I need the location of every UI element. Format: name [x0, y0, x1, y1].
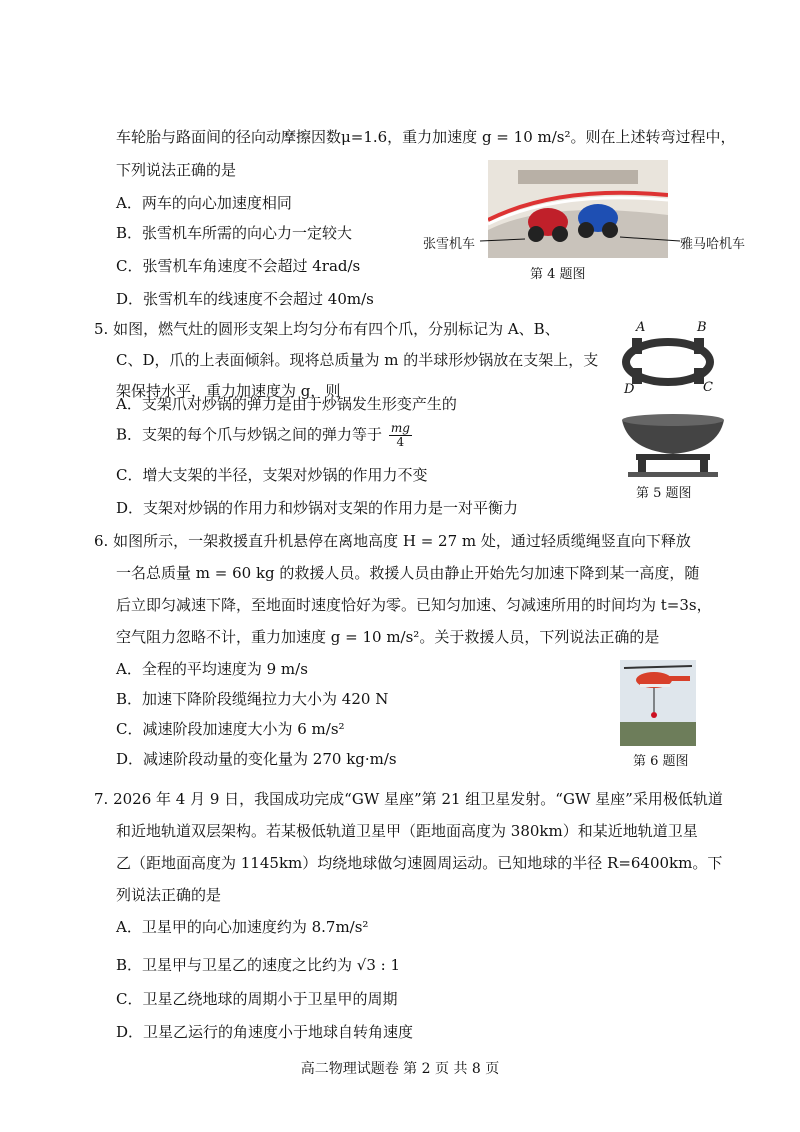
q4-figure-caption: 第 4 题图 [530, 267, 586, 282]
q5-option-a: A．支架爪对炒锅的弹力是由于炒锅发生形变产生的 [116, 395, 457, 413]
fraction-numerator: mg [390, 421, 410, 435]
q4-stem-line1: 车轮胎与路面间的径向动摩擦因数μ=1.6，重力加速度 g = 10 m/s²。则在上述转弯过程中， [116, 128, 736, 146]
q4-stem-line2: 下列说法正确的是 [116, 161, 237, 179]
q5-option-b-text: B．支架的每个爪与炒锅之间的弹力等于 [116, 425, 383, 444]
q5-figure-wok [618, 410, 728, 480]
q5-stem-line1: 5. 如图，燃气灶的圆形支架上均匀分布有四个爪，分别标记为 A、B、 [94, 320, 560, 338]
q5-stem-line2: C、D，爪的上表面倾斜。现将总质量为 m 的半球形炒锅放在支架上，支 [116, 351, 599, 369]
q4-option-d: D．张雪机车的线速度不会超过 40m/s [116, 290, 374, 308]
page-footer: 高二物理试题卷 第 2 页 共 8 页 [300, 1061, 500, 1077]
q6-stem-line2: 一名总质量 m = 60 kg 的救援人员。救援人员由静止开始先匀加速下降到某一高度，随 [116, 564, 700, 582]
q6-option-a: A．全程的平均速度为 9 m/s [116, 660, 308, 678]
q6-option-c: C．减速阶段加速度大小为 6 m/s² [116, 720, 345, 738]
q5-label-a: A [636, 320, 646, 335]
q7-stem-line3: 乙（距地面高度为 1145km）均绕地球做匀速圆周运动。已知地球的半径 R=6400km。下 [116, 854, 723, 872]
q7-stem-line4: 列说法正确的是 [116, 886, 222, 904]
q6-option-b: B．加速下降阶段缆绳拉力大小为 420 N [116, 690, 389, 708]
q5-option-c: C．增大支架的半径，支架对炒锅的作用力不变 [116, 466, 428, 484]
q4-figure-pointer-lines [470, 225, 695, 255]
q6-stem-line3: 后立即匀减速下降，至地面时速度恰好为零。已知匀加速、匀减速所用的时间均为 t=3s， [116, 596, 712, 614]
q4-option-b: B．张雪机车所需的向心力一定较大 [116, 224, 353, 242]
q4-option-a: A．两车的向心加速度相同 [116, 194, 292, 212]
q5-label-b: B [697, 320, 707, 335]
q6-figure-caption: 第 6 题图 [633, 754, 689, 769]
q7-option-a: A．卫星甲的向心加速度约为 8.7m/s² [116, 918, 369, 936]
q5-option-b-fraction [389, 422, 412, 449]
q7-option-d: D．卫星乙运行的角速度小于地球自转角速度 [116, 1023, 414, 1041]
q5-stem-line3: 架保持水平，重力加速度为 g，则 [116, 382, 341, 400]
q6-stem-line1: 6. 如图所示，一架救援直升机悬停在离地高度 H = 27 m 处，通过轻质缆绳竖直向下释放 [94, 532, 691, 550]
q5-figure-caption: 第 5 题图 [636, 486, 692, 501]
q5-option-b [116, 422, 412, 449]
fraction-denominator: 4 [396, 435, 405, 449]
q5-label-c: C [703, 380, 713, 395]
q4-option-c: C．张雪机车角速度不会超过 4rad/s [116, 257, 361, 275]
q6-stem-line4: 空气阻力忽略不计，重力加速度 g = 10 m/s²。关于救援人员，下列说法正确的是 [116, 628, 660, 646]
q6-figure-helicopter [620, 660, 696, 746]
q4-figure-label-right: 雅马哈机车 [680, 237, 746, 252]
q7-stem-line2: 和近地轨道双层架构。若某极低轨道卫星甲（距地面高度为 380km）和某近地轨道卫星 [116, 822, 698, 840]
q7-stem-line1: 7. 2026 年 4 月 9 日，我国成功完成“GW 星座”第 21 组卫星发射。“GW 星座”采用极低轨道 [94, 790, 723, 808]
q7-option-b: B．卫星甲与卫星乙的速度之比约为 √3 : 1 [116, 956, 401, 974]
q5-label-d: D [624, 382, 635, 397]
q4-figure-label-left: 张雪机车 [423, 237, 476, 252]
q5-option-d: D．支架对炒锅的作用力和炒锅对支架的作用力是一对平衡力 [116, 499, 519, 517]
q7-option-c: C．卫星乙绕地球的周期小于卫星甲的周期 [116, 990, 398, 1008]
q6-option-d: D．减速阶段动量的变化量为 270 kg·m/s [116, 750, 397, 768]
